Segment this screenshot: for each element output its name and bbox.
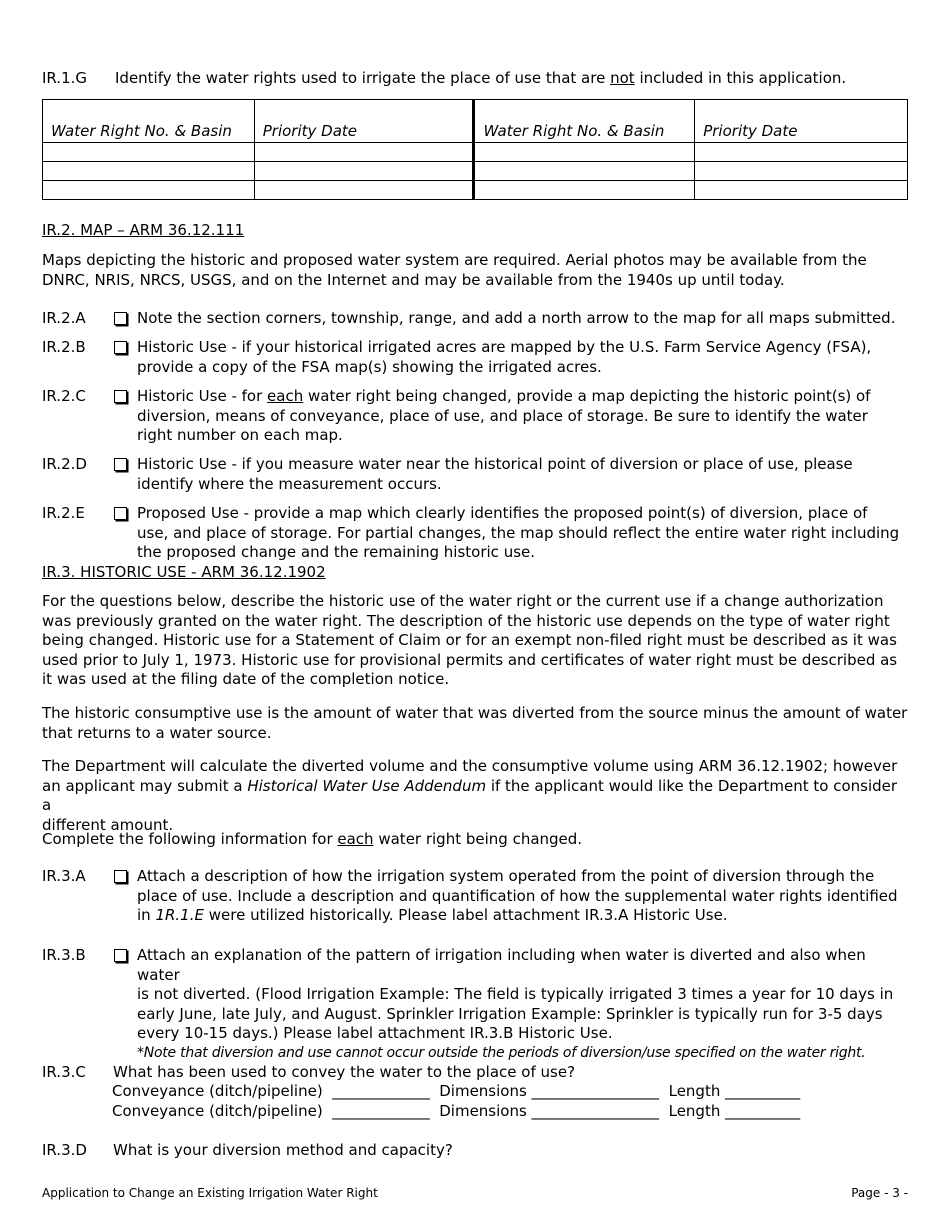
ir2e-item: IR.2.E Proposed Use - provide a map which clearly identifies the proposed point(s) of diversion, place of use, and place of storage. For partial changes, the map should reflect the entire water right including the proposed change and the remaining historic use.	[42, 504, 900, 561]
table-cell[interactable]	[695, 143, 908, 162]
checkbox[interactable]	[114, 949, 127, 962]
table-row	[43, 181, 908, 200]
ir2c-item: IR.2.C Historic Use - for each water right being changed, provide a map depicting the historic point(s) of diversion, means of conveyance, place of use, and place of storage. Be sure to identify the water right number on each map.	[42, 387, 871, 444]
footer-title: Application to Change an Existing Irrigation Water Right	[42, 1186, 378, 1200]
column-header: Water Right No. & Basin	[43, 100, 255, 143]
table-cell[interactable]	[43, 162, 255, 181]
section-code: IR.1.G	[42, 69, 88, 87]
ir3-paragraph-1: For the questions below, describe the historic use of the water right or the current use if a change authorization was previously granted on the water right. The description of the historic use depends on the type of water right being changed. Historic use for a Statement of Claim or for an exempt non-filed right must be described as it was used prior to July 1, 1973. Historic use for provisional permits and certificates of water right must be described as it was used at the filing date of the completion notice.	[42, 592, 898, 688]
table-cell[interactable]	[43, 181, 255, 200]
column-header: Priority Date	[254, 100, 474, 143]
conveyance-line-2[interactable]: Conveyance (ditch/pipeline) _____________ Dimensions _________________ Length __________	[112, 1102, 801, 1120]
ir3-paragraph-3: The Department will calculate the diverted volume and the consumptive volume using ARM 36.12.1902; however an applicant may submit a Historical Water Use Addendum if the applicant would like the Department to consider a different amount.	[42, 757, 898, 834]
conveyance-line-1[interactable]: Conveyance (ditch/pipeline) _____________ Dimensions _________________ Length __________	[112, 1082, 801, 1100]
table-cell[interactable]	[43, 143, 255, 162]
column-header: Water Right No. & Basin	[474, 100, 695, 143]
column-header: Priority Date	[695, 100, 908, 143]
checkbox[interactable]	[114, 341, 127, 354]
table-cell[interactable]	[254, 162, 474, 181]
note-text: *Note that diversion and use cannot occur outside the periods of diversion/use specified on the water right.	[137, 1044, 866, 1061]
page-number: Page - 3 -	[851, 1186, 908, 1200]
checkbox[interactable]	[114, 458, 127, 471]
ir3b-item: IR.3.B Attach an explanation of the pattern of irrigation including when water is diverted and also when water is not diverted. (Flood Irrigation Example: The field is typically irrigated 3 times a year for 10 days in early June, late July, and August. Sprinkler Irrigation Example: Sprinkler is typically run for 3-5 days every 10-15 days.) Please label attachment IR.3.B Historic Use. *Note that diversion and use cannot occur outside the periods of diversion/use specified on the water right.	[42, 946, 908, 1063]
checkbox[interactable]	[114, 507, 127, 520]
table-row	[43, 143, 908, 162]
ir-1g-question: IR.1.G Identify the water rights used to irrigate the place of use that are not included in this application.	[42, 69, 847, 87]
table-row	[43, 162, 908, 181]
ir2-intro-paragraph: Maps depicting the historic and proposed water system are required. Aerial photos may be available from the DNRC, NRIS, NRCS, USGS, and on the Internet and may be available from the 1940s up until today.	[42, 251, 867, 289]
ir2d-item: IR.2.D Historic Use - if you measure water near the historical point of diversion or place of use, please identify where the measurement occurs.	[42, 455, 853, 493]
section-heading-ir2: IR.2. MAP – ARM 36.12.111	[42, 221, 245, 239]
table-cell[interactable]	[695, 162, 908, 181]
table-cell[interactable]	[254, 181, 474, 200]
table-cell[interactable]	[695, 181, 908, 200]
ir3-paragraph-2: The historic consumptive use is the amount of water that was diverted from the source minus the amount of water that returns to a water source.	[42, 704, 908, 742]
table-cell[interactable]	[474, 143, 695, 162]
checkbox[interactable]	[114, 870, 127, 883]
water-rights-table	[42, 99, 908, 200]
table-header-row	[43, 100, 908, 143]
ir2a-item: IR.2.A Note the section corners, township, range, and add a north arrow to the map for all maps submitted.	[42, 309, 896, 327]
ir3-paragraph-4: Complete the following information for each water right being changed.	[42, 830, 583, 848]
checkbox[interactable]	[114, 312, 127, 325]
ir3c-question: IR.3.C What has been used to convey the water to the place of use?	[42, 1063, 576, 1081]
table-cell[interactable]	[474, 181, 695, 200]
table-cell[interactable]	[474, 162, 695, 181]
table-cell[interactable]	[254, 143, 474, 162]
ir2b-item: IR.2.B Historic Use - if your historical irrigated acres are mapped by the U.S. Farm Service Agency (FSA), provide a copy of the FSA map(s) showing the irrigated acres.	[42, 338, 872, 376]
checkbox[interactable]	[114, 390, 127, 403]
section-heading-ir3: IR.3. HISTORIC USE - ARM 36.12.1902	[42, 563, 326, 581]
ir3a-item: IR.3.A Attach a description of how the irrigation system operated from the point of diversion through the place of use. Include a description and quantification of how the supplemental water rights identified in 1R.1.E were utilized historically. Please label attachment IR.3.A Historic Use.	[42, 867, 898, 924]
ir3d-question: IR.3.D What is your diversion method and capacity?	[42, 1141, 453, 1159]
